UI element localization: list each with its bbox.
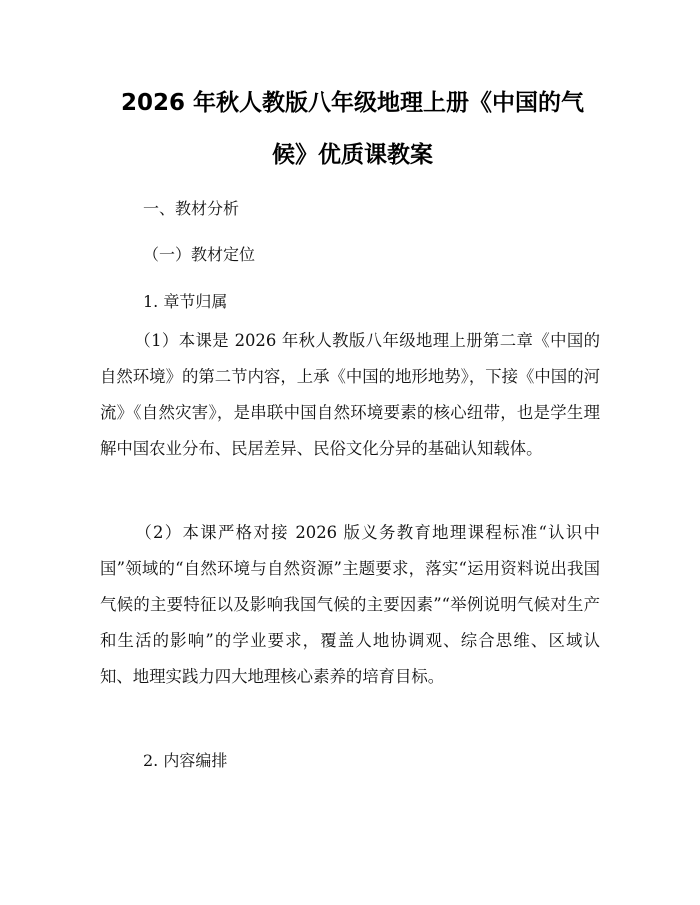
paragraph-1-text: （1）本课是 2026 年秋人教版八年级地理上册第二章《中国的自然环境》的第二节内容，上承《中国的地形地势》，下接《中国的河流》《自然灾害》，是串联中国自然环境要素的核心纽带，也是学生理解中国农业分布、民居差异、民俗文化分异的基础认知载体。 — [100, 331, 600, 458]
item-heading-chapter-affiliation: 1. 章节归属 — [143, 292, 228, 311]
paragraph-chapter-affiliation-2 — [100, 515, 600, 695]
item-heading-content-arrangement: 2. 内容编排 — [143, 751, 228, 770]
document-title-line-2: 候》优质课教案 — [272, 142, 433, 168]
section-heading-textbook-analysis: 一、教材分析 — [143, 199, 240, 218]
document-title-line-1: 2026 年秋人教版八年级地理上册《中国的气 — [120, 90, 585, 116]
paragraph-chapter-affiliation-1 — [100, 323, 600, 467]
subsection-heading-textbook-position: （一）教材定位 — [143, 245, 256, 264]
paragraph-2-text: （2）本课严格对接 2026 版义务教育地理课程标准“认识中国”领域的“自然环境与自然资源”主题要求，落实“运用资料说出我国气候的主要特征以及影响我国气候的主要因素”“举例说明气候对生产和生活的影响”的学业要求，覆盖人地协调观、综合思维、区域认知、地理实践力四大地理核心素养的培育目标。 — [100, 523, 600, 686]
